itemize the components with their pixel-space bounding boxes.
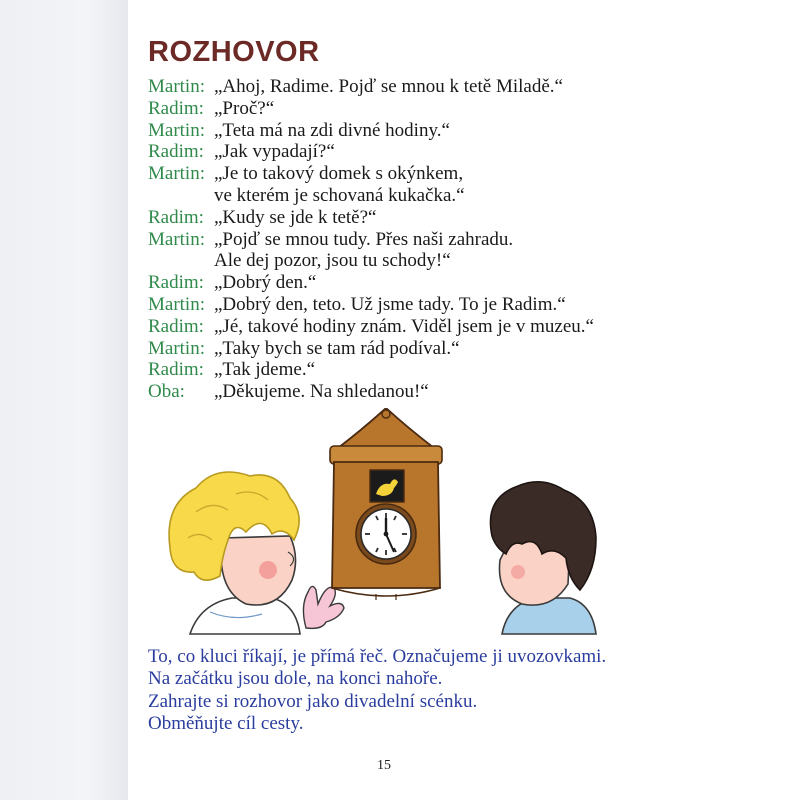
dialogue-row [148, 207, 628, 229]
page-gutter [0, 0, 128, 800]
speech-line: „Taky bych se tam rád podíval.“ [214, 337, 460, 359]
speech-line: „Jé, takové hodiny znám. Viděl jsem je v muzeu.“ [214, 315, 594, 337]
speech-line: ve kterém je schovaná kukačka.“ [214, 184, 465, 206]
speech-line: „Dobrý den.“ [214, 272, 317, 294]
speaker-name: Martin: [148, 293, 205, 315]
speech-line: „Ahoj, Radime. Pojď se mnou k tetě Miladě.“ [214, 76, 563, 97]
footer-line: Obměňujte cíl cesty. [148, 712, 304, 734]
speech-line: „Jak vypadají?“ [214, 141, 335, 163]
dialogue-row [148, 381, 628, 403]
blond-boy-figure [169, 472, 300, 634]
speaker-name: Radim: [148, 359, 204, 381]
speech-line: „Proč?“ [214, 97, 275, 119]
cuckoo-clock [330, 408, 442, 600]
speech-line: „Dobrý den, teto. Už jsme tady. To je Radim.“ [214, 293, 566, 315]
dialogue-row [148, 163, 628, 185]
speaker-name: Martin: [148, 76, 205, 97]
dialogue-row [148, 120, 628, 142]
footer-line: To, co kluci říkají, je přímá řeč. Označujeme ji uvozovkami. [148, 646, 607, 667]
speaker-name: Radim: [148, 272, 204, 294]
speaker-name [148, 185, 214, 207]
explanation-text [148, 646, 648, 735]
dialogue-row [148, 272, 628, 294]
speech-line: Ale dej pozor, jsou tu schody!“ [214, 250, 451, 272]
speaker-name: Radim: [148, 141, 204, 163]
speech-line: „Je to takový domek s okýnkem, [214, 163, 464, 185]
dialogue-row [148, 338, 628, 360]
speaker-name: Radim: [148, 97, 204, 119]
speaker-name: Oba: [148, 381, 185, 403]
footer-line: Zahrajte si rozhovor jako divadelní scénku. [148, 690, 478, 712]
cuckoo-clock-illustration [150, 408, 630, 640]
dark-haired-boy-figure [490, 482, 596, 634]
dialogue-row [148, 359, 628, 381]
dialogue-row [148, 76, 628, 98]
speaker-name [148, 250, 214, 272]
speaker-name: Martin: [148, 337, 205, 359]
dialogue-row [148, 250, 628, 272]
dialogue-row [148, 98, 628, 120]
page-title: ROZHOVOR [148, 36, 320, 68]
dialogue-row [148, 294, 628, 316]
dialogue-row [148, 316, 628, 338]
footer-line: Na začátku jsou dole, na konci nahoře. [148, 668, 443, 690]
speaker-name: Radim: [148, 206, 204, 228]
dialogue-row [148, 185, 628, 207]
dialogue [148, 76, 628, 403]
speech-line: „Kudy se jde k tetě?“ [214, 206, 377, 228]
page-number: 15 [377, 758, 391, 773]
speech-line: „Tak jdeme.“ [214, 359, 316, 381]
speaker-name: Martin: [148, 228, 205, 250]
speaker-name: Martin: [148, 163, 205, 185]
speaker-name: Martin: [148, 119, 205, 141]
speech-line: „Teta má na zdi divné hodiny.“ [214, 119, 450, 141]
speech-line: „Děkujeme. Na shledanou!“ [214, 381, 429, 403]
pointing-hand [303, 586, 344, 628]
dialogue-row [148, 141, 628, 163]
speaker-name: Radim: [148, 315, 204, 337]
dialogue-row [148, 229, 628, 251]
speech-line: „Pojď se mnou tudy. Přes naši zahradu. [214, 228, 514, 250]
